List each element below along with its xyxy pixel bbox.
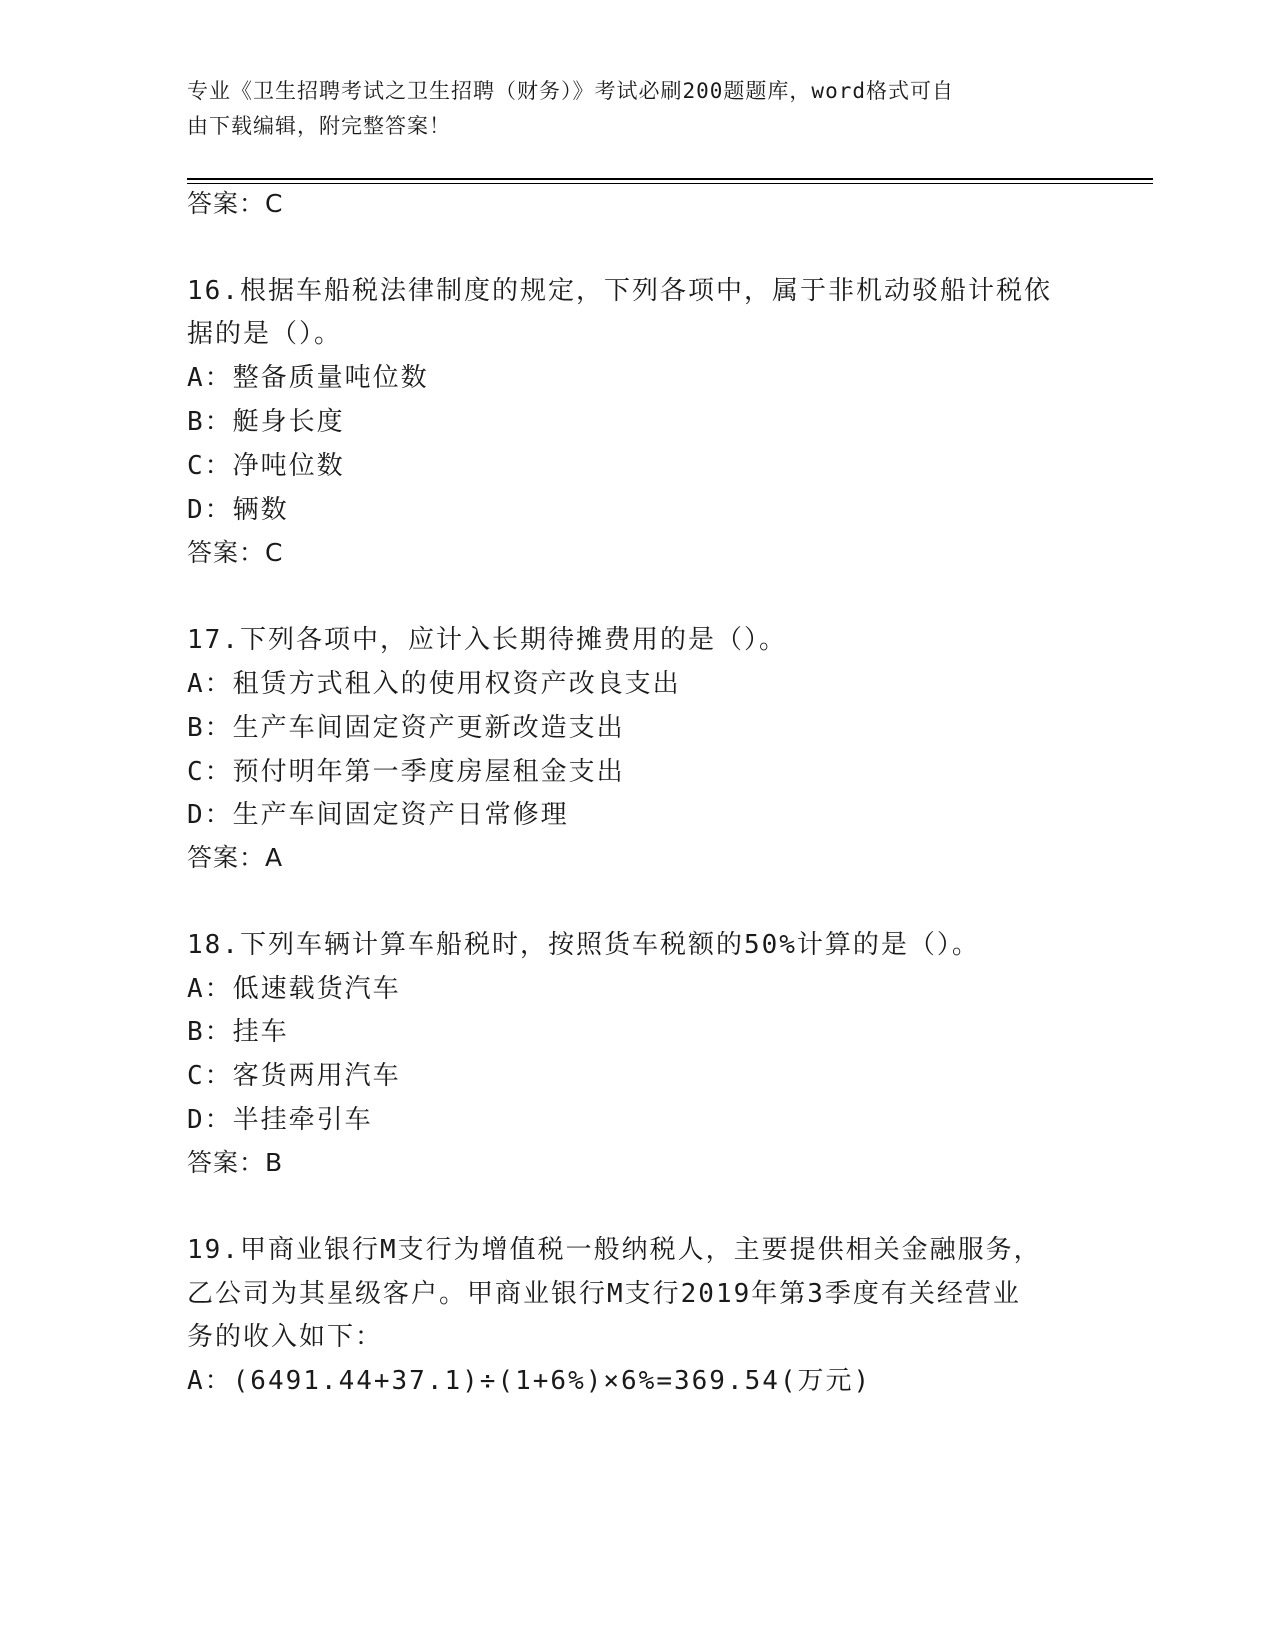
question-16-option-d: D：辆数 bbox=[187, 495, 289, 525]
question-18-option-a: A：低速载货汽车 bbox=[187, 974, 401, 1004]
question-16-option-b: B：艇身长度 bbox=[187, 407, 345, 437]
document-header bbox=[187, 74, 1067, 144]
question-17-option-a: A：租赁方式租入的使用权资产改良支出 bbox=[187, 669, 681, 699]
question-18-answer: 答案：B bbox=[187, 1148, 284, 1177]
question-17-option-c: C：预付明年第一季度房屋租金支出 bbox=[187, 757, 625, 787]
question-16-option-a: A：整备质量吨位数 bbox=[187, 363, 429, 393]
question-18-option-b: B：挂车 bbox=[187, 1017, 289, 1047]
question-18-option-c: C：客货两用汽车 bbox=[187, 1061, 401, 1091]
question-19-stem-line-3: 务的收入如下： bbox=[187, 1322, 384, 1352]
question-19-stem-line-2: 乙公司为其星级客户。甲商业银行M支行2019年第3季度有关经营业 bbox=[187, 1279, 1021, 1309]
question-17-option-b: B：生产车间固定资产更新改造支出 bbox=[187, 713, 625, 743]
previous-answer: 答案：C bbox=[187, 189, 284, 218]
question-16-stem-line-2: 据的是（）。 bbox=[187, 319, 343, 349]
question-16-stem-line-1: 16.根据车船税法律制度的规定，下列各项中，属于非机动驳船计税依 bbox=[187, 276, 1052, 306]
question-17-option-d: D：生产车间固定资产日常修理 bbox=[187, 800, 569, 830]
question-19-stem-line-1: 19.甲商业银行M支行为增值税一般纳税人，主要提供相关金融服务， bbox=[187, 1235, 1042, 1265]
question-16-option-c: C：净吨位数 bbox=[187, 451, 345, 481]
header-divider-thick bbox=[187, 178, 1153, 180]
header-line-1: 专业《卫生招聘考试之卫生招聘（财务）》考试必刷200题题库，word格式可自 bbox=[187, 79, 954, 103]
header-divider-thin bbox=[187, 183, 1153, 184]
question-16-answer: 答案：C bbox=[187, 538, 284, 567]
question-18-stem-line-1: 18.下列车辆计算车船税时，按照货车税额的50%计算的是（）。 bbox=[187, 930, 980, 960]
question-17-stem-line-1: 17.下列各项中，应计入长期待摊费用的是（）。 bbox=[187, 625, 787, 655]
question-19-option-a: A：(6491.44+37.1)÷(1+6%)×6%=369.54(万元) bbox=[187, 1366, 872, 1396]
header-line-2: 由下载编辑，附完整答案！ bbox=[187, 114, 451, 138]
question-17-answer: 答案：A bbox=[187, 843, 284, 872]
question-18-option-d: D：半挂牵引车 bbox=[187, 1105, 373, 1135]
